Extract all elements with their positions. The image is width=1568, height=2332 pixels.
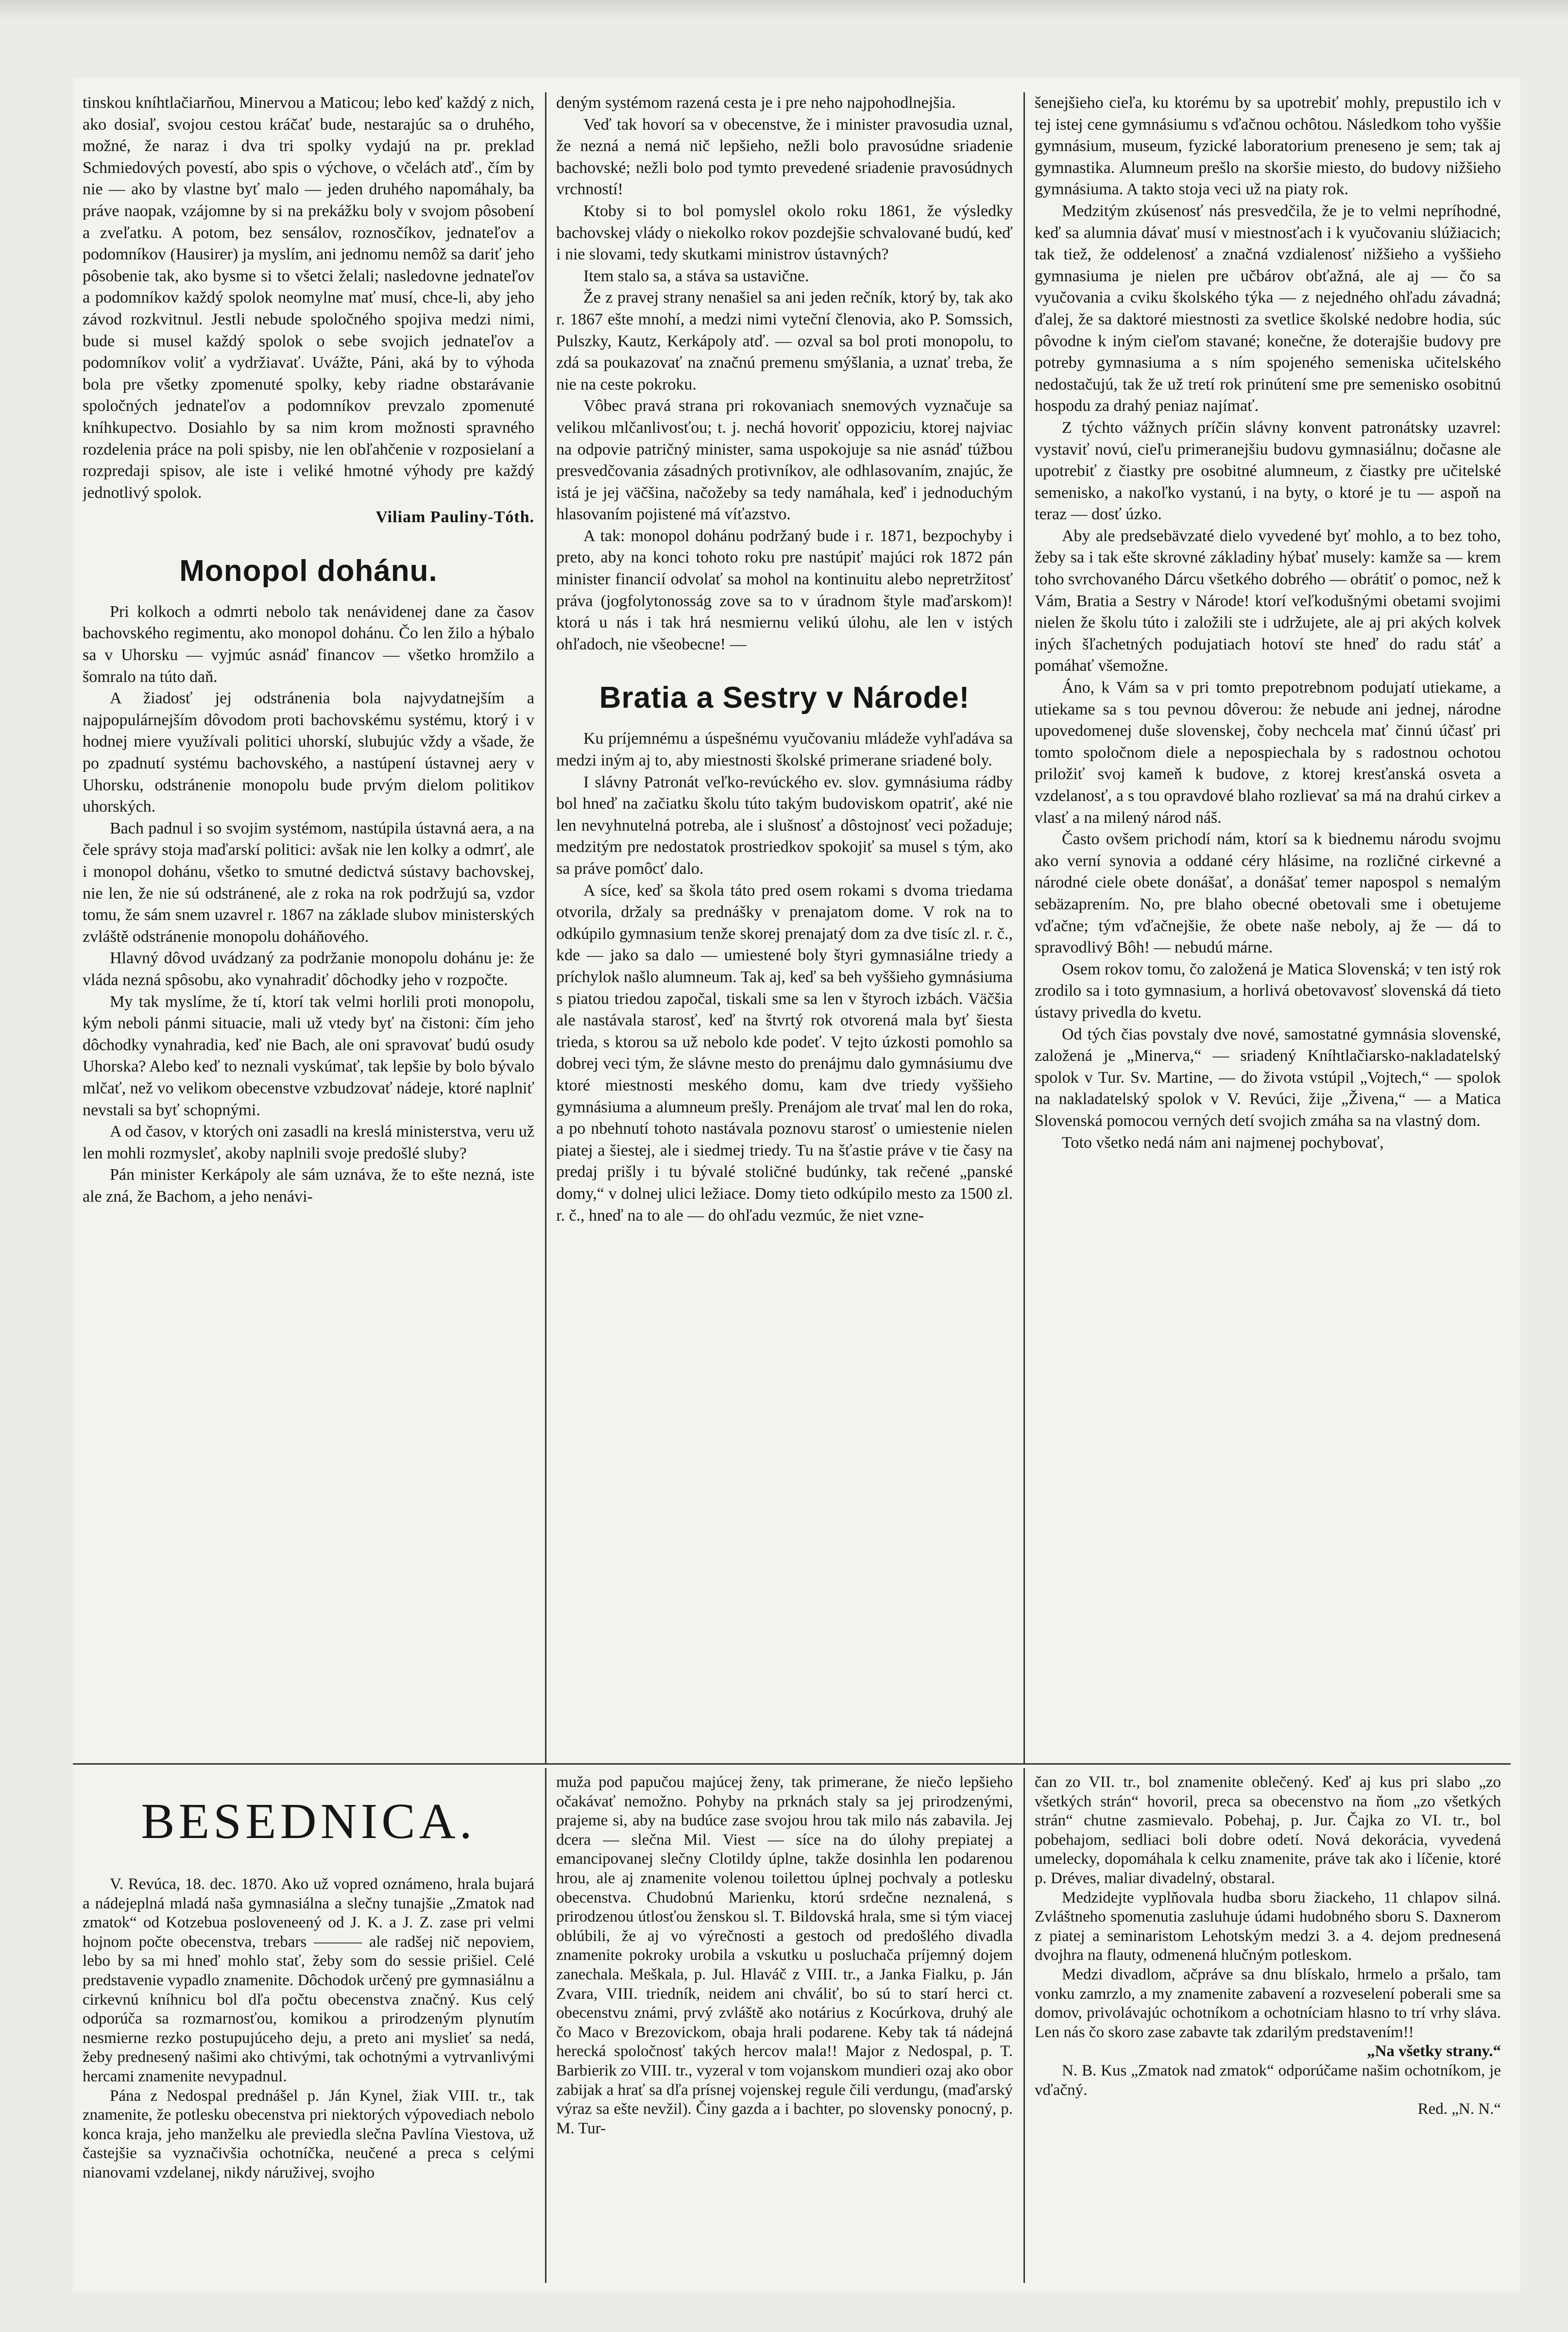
- col1-paragraph: My tak myslíme, že tí, ktorí tak velmi horlili proti monopolu, kým neboli pánmi situacie, mali už vtedy byť na čistoni: čím jeho dôchodky vynahradia, keď nie Bach, ale oni spravovať budú osudy Uhorska? Alebo keď to neznali vyskúmať, tak lepšie by bolo bývalo mlčať, než vo velikom obecenstve vzbudzovať nádeje, ktoré naplniť nevstali sa byť schopnými.: [83, 992, 534, 1119]
- column-rule: [545, 1768, 546, 2283]
- besednica-column-2: [556, 1773, 1013, 2283]
- besednica-paragraph: muža pod papučou majúcej ženy, tak primerane, že niečo lepšieho očakávať nemožno. Pohyby na prknách staly sa jej prirodzenými, prajeme si, aby na budúce zase svojou hrou tak milo nás zabavila. Jej dcera — slečna Mil. Viest — síce na do úlohy prepiatej a emancipovanej slečny Clotildy úplne, takže dosinhla len podarenou hrou, ale aj znamenite volenou toilettou úplnej pochvaly a potlesku obecenstva. Chudobnú Marienku, ktorú srdečne neznalená, s prirodzenou útlosťou ženskou sl. T. Bildovská hrala, sme si tým viacej oblúbili, že aj vo výrečnosti a gestoch od predošlého divadla znamenite pokroky urobila a vskutku u posluchača príjemný dojem zanechala. Meškala, p. Jul. Hlaváč z VIII. tr., a Janka Fialku, p. Ján Zvara, VIII. triedník, neidem ani chváliť, bo sú to starí herci ct. obecenstvu známi, prvý zvláště ako notárius z Kocúrkova, druhý ale čo Maco v Brezovickom, obaja hrali podarene. Keby tak tá nádejná herecká spoločnosť takých hercov mala!! Major z Nedospal, p. T. Barbierik zo VIII. tr., vyzeral v tom vojanskom mundieri ozaj ako obor zabijak a hrať sa dľa prísnej vojenskej regule čili verdungu, (maďarský výraz sa ešte nevžil). Činy gazda a i bachter, po slovensky ponocný, p. M. Tur-: [556, 1773, 1013, 2137]
- col2-paragraph: I slávny Patronát veľko-revúckého ev. slov. gymnásiuma rádby bol hneď na začiatku školu túto takým budoviskom opatriť, aké nie len nevyhnutelná potreba, ale i slušnosť a dôstojnosť veci požaduje; medzitým pre nedostatok prostriedkov spokojiť sa musel s tým, ako sa práve pomôcť dalo.: [556, 773, 1013, 878]
- col2-paragraph: Ktoby si to bol pomyslel okolo roku 1861, že výsledky bachovskej vlády o niekolko rokov pozdejšie schvalované budú, keď i nie slovami, tedy skutkami ministrov ústavných?: [556, 202, 1013, 264]
- col1-paragraph: Pri kolkoch a odmrti nebolo tak nenávidenej dane za časov bachovského regimentu, ako monopol dohánu. Čo len žilo a hýbalo sa v Uhorsku — vyjmúc asnáď financov — všetko hromžilo a šomralo na túto daň.: [83, 602, 534, 686]
- col1-paragraph: Bach padnul i so svojim systémom, nastúpila ústavná aera, a na čele správy stoja maďarskí politici: avšak nie len kolky a odmrť, ale i monopol dohánu, všetko to smutné dedictvá sústavy bachovskej, nie len, že nie sú odstránené, ale z roka na rok podržujú sa, vzdor tomu, že sám snem uzavrel r. 1867 na základe slubov ministerských zvláště odstránenie monopolu doháňového.: [83, 819, 534, 946]
- besednica-paragraph: V. Revúca, 18. dec. 1870. Ako už vopred oznámeno, hrala bujará a nádejeplná mladá naša gymnasiálna a slečny tunajšie „Zmatok nad zmatok“ od Kotzebua posloveneený od J. K. a J. Z. zase pri velmi hojnom počte obecenstva, trebars ——— ale radšej nič nepoviem, lebo by sa mi hneď mohlo stať, žeby som do sessie prišiel. Celé predstavenie vypadlo znamenite. Dôchodok určený pre gymnasiálnu a cirkevnú kníhnicu bol dľa počtu obecenstva značný. Kus celý odporúča sa rozmarnosťou, komikou a prirodzeným plynutím nesmierne rezko postupujúceho deju, a preto ani myslieť sa nedá, žeby prednesený našimi ako chtivými, tak ochotnými a vytrvanlivými hercami znamenite nevypadnul.: [83, 1875, 534, 2085]
- col1-paragraph: A žiadosť jej odstránenia bola najvydatnejším a najpopulárnejším dôvodom proti bachovskému systému, ktorý i v hodnej miere využívali politici uhorskí, slubujúc vždy a všade, že po zpadnutí systému bachovského, a nastúpení ústavnej aery v Uhorsku, odstránenie monopolu bude prvým dielom politikov uhorských.: [83, 689, 534, 816]
- column-rule: [1023, 1768, 1025, 2283]
- newspaper-page: [73, 78, 1520, 2293]
- scan-top-edge: [0, 0, 1568, 19]
- column-1: [83, 92, 534, 1753]
- besednica-paragraph: Medzidejte vyplňovala hudba sboru žiackeho, 11 chlapov silná. Zvláštneho spomenutia zasluhuje údami hudobného sboru S. Daxnerom z piatej a seminaristom Lehotským medzi 3. a 4. dejom prednesená dvojhra na flauty, odmenená hlučným potleskom.: [1035, 1889, 1501, 1964]
- col2-paragraph: A tak: monopol dohánu podržaný bude i r. 1871, bezpochyby i preto, aby na konci tohoto roku pre nastúpiť majúci rok 1872 pán minister financií odvolať sa mohol na kontinuitu alebo nepretržitosť práva (jogfolytonosság zove sa to v úradnom štyle maďarskom)! ktorá u nás i tak hrá nesmiernu velikú úlohu, ale len v istých ohľadoch, nie všeobecne! —: [556, 527, 1013, 653]
- col3-paragraph: Z týchto vážnych príčin slávny konvent patronátsky uzavrel: vystaviť novú, cieľu primeranejšiu budovu gymnasiálnu; dočasne ale upotrebiť z čiastky pre osobitné alumneum, z čiastky pre učitelské semenisko, a nakoľko vystanú, i na byty, o ktoré je tu — aspoň na teraz — dosť úzko.: [1035, 418, 1501, 524]
- col1-paragraph: Hlavný dôvod uvádzaný za podržanie monopolu dohánu je: že vláda nezná spôsobu, ako vynahradiť dôchodky jeho v rozpočte.: [83, 949, 534, 989]
- col1-paragraph: Pán minister Kerkápoly ale sám uznáva, že to ešte nezná, iste ale zná, že Bachom, a jeho nenávi-: [83, 1166, 534, 1206]
- besednica-editor: Red. „N. N.“: [1417, 2100, 1501, 2118]
- col2-paragraph: Že z pravej strany nenašiel sa ani jeden rečník, ktorý by, tak ako r. 1867 ešte mnohí, a medzi nimi vyteční členovia, ako P. Somssich, Pulszky, Kautz, Kerkápoly atď. — ozval sa bol proti monopolu, to zdá sa poukazovať na značnú premenu smýšlania, a uznať treba, že nie na ceste pokroku.: [556, 289, 1013, 393]
- column-2: [556, 92, 1013, 1753]
- besednica-paragraph: Pána z Nedospal prednášel p. Ján Kynel, žiak VIII. tr., tak znamenite, že potlesku obecenstva pri niektorých výpovediach nebolo konca kraja, jeho manželku ale previedla slečna Pavlína Viestova, už častejšie sa vyznačivšia ochotníčka, neučené a preca s celými nianovami vzdelanej, nikdy náruživej, svojho: [83, 2087, 534, 2181]
- column-3: [1035, 92, 1501, 1753]
- col2-paragraph: deným systémom razená cesta je i pre neho najpohodlnejšia.: [556, 94, 956, 112]
- besednica-column-3: [1035, 1773, 1501, 2283]
- col3-paragraph: Toto všetko nedá nám ani najmenej pochybovať,: [1062, 1133, 1384, 1152]
- besednica-paragraph: čan zo VII. tr., bol znamenite oblečený. Keď aj kus pri slabo „zo všetkých strán“ hovoril, preca sa obecenstvo na ňom „zo všetkých strán“ chutne zasmievalo. Pobehaj, p. Jur. Čajka zo VI. tr., bol pobehajom, sedliaci boli dobre odetí. Nová dekorácia, vyvedená umelecky, dopomáhala k celku znamenite, práve tak ako i líčenie, ktoré p. Dréves, maliar divadelný, obstaral.: [1035, 1773, 1501, 1887]
- col3-paragraph: Často ovšem prichodí nám, ktorí sa k biednemu národu svojmu ako verní synovia a oddané céry hlásime, na rozličné cirkevné a národné ciele obete donášať, a donášať temer napospol s nemalým sebäzaprením. No, pre blaho obecné obetovali sme i obetujeme vďačne; tým vďačnejšie, že obete naše neboly, aj že — dá to spravodlivý Bôh! — nebudú márne.: [1035, 830, 1501, 957]
- section-rule: [73, 1763, 1511, 1765]
- col3-paragraph: Áno, k Vám sa v pri tomto prepotrebnom podujatí utiekame, a utiekame sa s tou pevnou dôverou: že nebude ani jednej, národne upovedomenej duše slovenskej, čoby nechcela mať činnú účasť pri tomto spoločnom diele a nepospiechala by s radostnou ochotou priložiť svoj kameň k budove, z ktorej kresťanská osveta a vzdelanosť, a s tou opravdové blaho rozlievať sa má na drahú cirkev a vlasť a na milený národ náš.: [1035, 679, 1501, 827]
- heading-besednica: BESEDNICA.: [141, 1793, 476, 1849]
- column-rule: [1023, 92, 1025, 1763]
- col3-paragraph: Osem rokov tomu, čo založená je Matica Slovenská; v ten istý rok zrodilo sa i toto gymnasium, a horlivá obetovavosť slovenská dá tieto ústavy privedla do kvetu.: [1035, 960, 1501, 1021]
- column-rule: [545, 92, 546, 1763]
- besednica-paragraph: Medzi divadlom, ačpráve sa dnu blískalo, hrmelo a pršalo, tam vonku zamrzlo, a my znamenite zabavení a rozveselení poberali sme sa domov, privolávajúc ochotníkom a ochotníciam hlasno to trí vrhy sláva. Len nás čo skoro zase zabavte tak zdarilým predstavením!!: [1035, 1965, 1501, 2041]
- col2-paragraph: Ku príjemnému a úspešnému vyučovaniu mládeže vyhľadáva sa medzi iným aj to, aby miestnosti školské primerane sriadené boly.: [556, 730, 1013, 770]
- col1-paragraph: A od časov, v ktorých oni zasadli na kreslá ministerstva, veru už len mohli rozmysleť, akoby naplnili svoje predošlé sluby?: [83, 1123, 534, 1162]
- col2-paragraph: Vôbec pravá strana pri rokovaniach snemových vyznačuje sa velikou mlčanlivosťou; t. j. nechá hovoriť oppoziciu, ktorej najviac na odpovie patričný minister, sama uspokojuje sa nie asnáď túžbou presvedčovania zásadných protivníkov, ale odhlasovaním, znajúc, že istá je jej väčšina, načožeby sa tedy namáhala, keď i jednoduchým hlasovaním pojistené má víťazstvo.: [556, 397, 1013, 524]
- col3-paragraph: šenejšieho cieľa, ku ktorému by sa upotrebiť mohly, prepustilo ich v tej istej cene gymnásiumu s vďačnou ochôtou. Následkom toho vyššie gymnásium, museum, fyzické laboratorium preneseno je sem; tak aj gymnastika. Alumneum prešlo na skoršie miesto, do budovy nižšieho gymnásiuma. A takto stoja veci už na piaty rok.: [1035, 94, 1501, 199]
- col3-paragraph: Od tých čias povstaly dve nové, samostatné gymnásia slovenské, založená je „Minerva,“ — sriadený Kníhtlačiarsko-nakladatelský spolok v Tur. Sv. Martine, — do života vstúpil „Vojtech,“ — spolok na nakladatelský spolok v V. Revúci, žije „Živena,“ — a Matica Slovenská pomocou verných detí svojich zmáha sa na vlastný dom.: [1035, 1025, 1501, 1130]
- besednica-column-1: [83, 1875, 534, 2283]
- col1-paragraph: tinskou kníhtlačiarňou, Minervou a Maticou; lebo keď každý z nich, ako dosiaľ, svojou cestou kráčať bude, nestarajúc sa o druhého, možné, že naraz i dva tri spolky vydajú na pr. preklad Schmiedových povestí, abo spis o výchove, o včelách atď., čím by nie — ako by vlastne byť malo — jeden druhého napomáhaly, ba práve naopak, vzájomne by si na prekážku boly v svojom pôsobení a zveľatku. A potom, bez sensálov, roznosčíkov, jednateľov a podomníkov (Hausirer) ja myslím, ani jednomu nemôž sa dariť jeho pôsobenie tak, ako bysme si to všetci želali; nasledovne jednateľov a podomníkov každý spolok neomylne mať musí, chce-li, aby jeho závod rozkvitnul. Jestli nebude spoločného spojiva medzi nimi, bude si musel každý spolok o sebe svojich jednateľov a podomníkov voliť a vydržiavať. Uvážte, Páni, aká by to výhoda bola pre všetky zpomenuté spolky, keby riadne obstarávanie spoločných jednateľov a podomníkov prevzalo zpomenuté kníhkupectvo. Dosiahlo by sa nim krom možnosti spravného rozdelenia práce na poli spisby, nie len obľahčenie v rozposielaní a rozpredaji spisov, ale iste i veliké hmotné výhody pre každý jednotlivý spolok.: [83, 94, 534, 502]
- signature: Viliam Pauliny-Tóth.: [375, 508, 534, 527]
- col2-paragraph: A síce, keď sa škola táto pred osem rokami s dvoma triedama otvorila, držaly sa prednášky v prenajatom dome. V rok na to odkúpilo gymnasium tenže skorej prenajatý dom za dve tisíc zl. r. č., kde — jako sa dalo — umiestené boly štyri gymnasiálne triedy a príchylok našlo alumneum. Tak aj, keď sa beh vyššieho gymnásiuma s piatou triedou započal, tiskali sme sa len v štyroch izbách. Väčšia ale nastávala starosť, keď na štvrtý rok otvorená mala byť šiesta trieda, s ktorou sa už nebolo kde podeť. V tejto úzkosti pomohlo sa dobrej veci tým, že slávne mesto do prenájmu dalo gymnásiumu dve ktoré miestnosti meského domu, kam dve triedy vyššieho gymnásiuma a alumneum prešly. Prenájom ale trvať mal len do roka, a po nbehnutí tohoto nastávala poznovu starosť o umiestenie nielen piatej a šiestej, ale i siedmej triedy. Tu na šťastie práve v tie časy na predaj prišly i tu bývalé stoličné budúnky, tak rečené „panské domy,“ v dolnej ulici ležiace. Domy tieto odkúpilo mesto za 1500 zl. r. č., hneď na to ale — do ohľadu vezmúc, že niet vzne-: [556, 881, 1013, 1225]
- col2-paragraph: Veď tak hovorí sa v obecenstve, že i minister pravosudia uznal, že nezná a nemá nič lepšieho, nežli bolo pravosúdne sriadenie bachovské; nežli bolo pod tymto prevedené sriadenie pravosúdnych vrchností!: [556, 115, 1013, 199]
- besednica-note: N. B. Kus „Zmatok nad zmatok“ odporúčame našim ochotníkom, je vďačný.: [1035, 2061, 1501, 2099]
- besednica-quote: „Na všetky strany.“: [1367, 2043, 1501, 2060]
- heading-monopol: Monopol dohánu.: [179, 554, 438, 588]
- col3-paragraph: Medzitým zkúsenosť nás presvedčila, že je to velmi nepríhodné, keď sa alumnia dávať musí v miestnosťach i k vyučovaniu slúžiacich; tak tiež, že oddelenosť a značná vzdialenosť nižšieho a vyššieho gymnasiuma je nielen pre učbárov obťažná, ale aj — čo sa vyučovania a cviku školského týka — z nejedného ohľadu závadná; ďalej, že sa daktoré miestnosti za svetlice školské nedobre hodia, súc pôvodne k iným cieľom stavané; konečne, že doterajšie budovy pre potreby gymnasiuma a s ním spojeného semeniska učitelského nedostačujú, tak že už tretí rok prinútení sme pre semenisko osobitnú hospodu za drahý peniaz najímať.: [1035, 202, 1501, 415]
- col3-paragraph: Aby ale predsebävzaté dielo vyvedené byť mohlo, a to bez toho, žeby sa i tak ešte skrovné základiny hýbať musely: kamže sa — krem toho svrchovaného Dárcu všetkého dobrého — obrátiť o pomoc, než k Vám, Bratia a Sestry v Národe! ktorí veľkodušnými obetami svojimi nielen že školu túto i založili ste i udržujete, ale aj pri akých kolvek iných šľachetných podujatiach hotoví ste hneď do radu stáť a pomáhať všemožne.: [1035, 527, 1501, 675]
- heading-bratia: Bratia a Sestry v Národe!: [599, 681, 970, 715]
- col2-paragraph: Item stalo sa, a stáva sa ustavične.: [583, 267, 809, 285]
